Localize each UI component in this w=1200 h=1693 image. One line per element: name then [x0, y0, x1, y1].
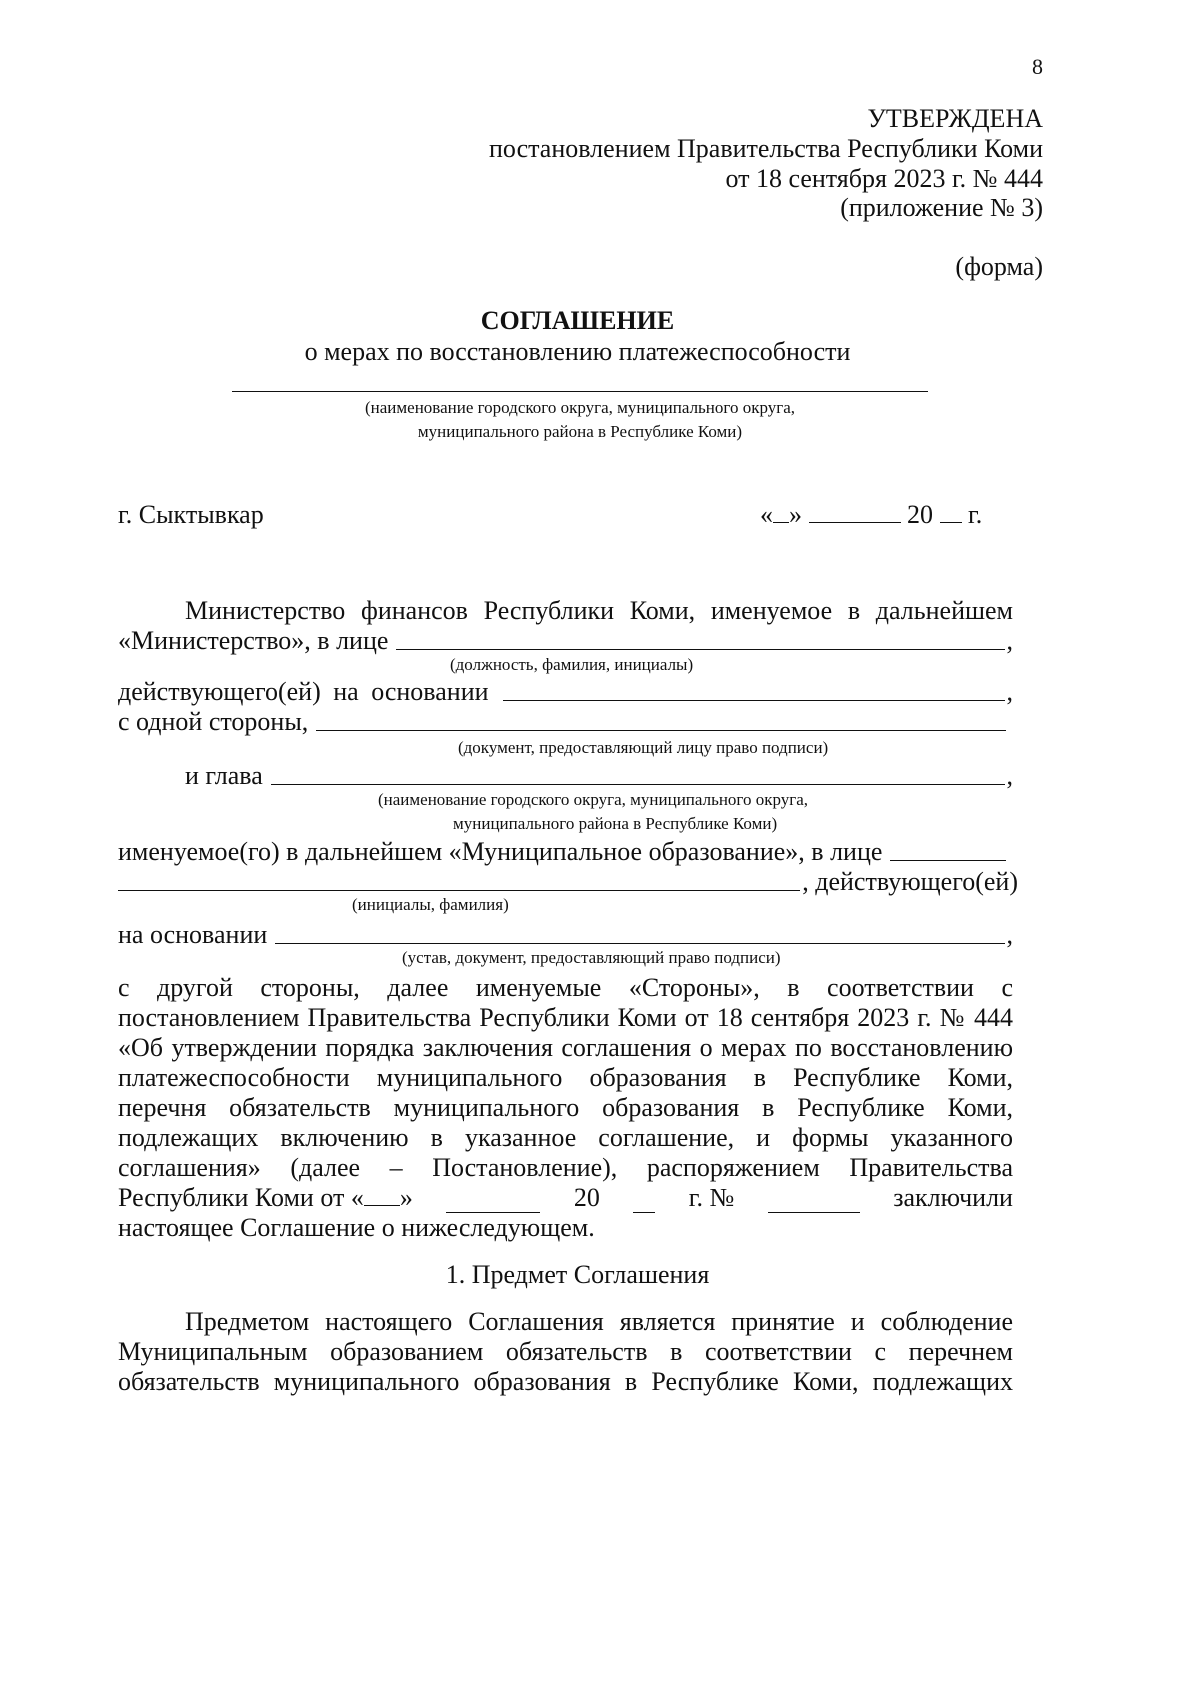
document-subtitle: о мерах по восстановлению платежеспособности [304, 337, 851, 366]
parties-line: действующего(ей) на основании , [118, 677, 1013, 706]
paragraph-line: обязательств муниципального образования в Республике Коми, подлежащих [118, 1367, 1013, 1396]
paragraph-line: подлежащих включению в указанное соглашение, и формы указанного [118, 1123, 1013, 1152]
caption: (наименование городского округа, муниципального округа, [364, 398, 796, 417]
parties-line: , действующего(ей) [118, 867, 1018, 897]
place: г. Сыктывкар [118, 500, 264, 529]
paragraph-line: перечня обязательств муниципального образования в Республике Коми, [118, 1093, 1013, 1122]
paragraph-line: Муниципальным образованием обязательств в соответствии с перечнем [118, 1337, 1013, 1366]
parties-line: и глава , [185, 761, 1013, 790]
caption: (устав, документ, предоставляющий право подписи) [402, 948, 781, 967]
paragraph-line: платежеспособности муниципального образования в Республике Коми, [118, 1063, 1013, 1092]
date-year: 20 [907, 500, 933, 529]
approval-line: постановлением Правительства Республики Коми [489, 134, 1043, 163]
paragraph-line: с другой стороны, далее именуемые «Стороны», в соответствии с [118, 973, 1013, 1002]
date-year-suffix: г. [968, 500, 983, 529]
document-title: СОГЛАШЕНИЕ [480, 306, 675, 335]
form-label: (форма) [955, 252, 1043, 281]
caption: муниципального района в Республике Коми) [453, 814, 778, 833]
date-quote: « [760, 500, 773, 529]
caption: (инициалы, фамилия) [352, 895, 509, 914]
parties-line: на основании , [118, 920, 1013, 949]
caption: (документ, предоставляющий лицу право подписи) [458, 738, 829, 757]
paragraph-line: Предметом настоящего Соглашения является принятие и соблюдение [185, 1307, 1013, 1336]
caption: муниципального района в Республике Коми) [417, 422, 743, 441]
paragraph-line: постановлением Правительства Республики Коми от 18 сентября 2023 г. № 444 [118, 1003, 1013, 1032]
approval-line: от 18 сентября 2023 г. № 444 [725, 164, 1043, 193]
page-number: 8 [1032, 54, 1043, 79]
municipality-blank [232, 391, 928, 392]
date-quote: » [789, 500, 802, 529]
caption: (должность, фамилия, инициалы) [450, 655, 694, 674]
parties-line: «Министерство», в лице , [118, 626, 1013, 655]
date-line [760, 500, 1020, 530]
approval-line: (приложение № 3) [840, 193, 1043, 222]
parties-line: именуемое(го) в дальнейшем «Муниципальное образование», в лице [118, 837, 1008, 867]
paragraph-line: «Об утверждении порядка заключения соглашения о мерах по восстановлению [118, 1033, 1013, 1062]
caption: (наименование городского округа, муниципального округа, [378, 790, 809, 809]
approval-title: УТВЕРЖДЕНА [867, 104, 1043, 133]
parties-line: с одной стороны, [118, 707, 1008, 737]
paragraph-line: соглашения» (далее – Постановление), распоряжением Правительства [118, 1153, 1013, 1182]
parties-line: Министерство финансов Республики Коми, именуемое в дальнейшем [185, 596, 1013, 625]
paragraph-line: Республики Коми от « » 20 г. № заключили [118, 1183, 1013, 1212]
paragraph-line: настоящее Соглашение о нижеследующем. [118, 1213, 595, 1242]
section-title: 1. Предмет Соглашения [445, 1260, 710, 1289]
